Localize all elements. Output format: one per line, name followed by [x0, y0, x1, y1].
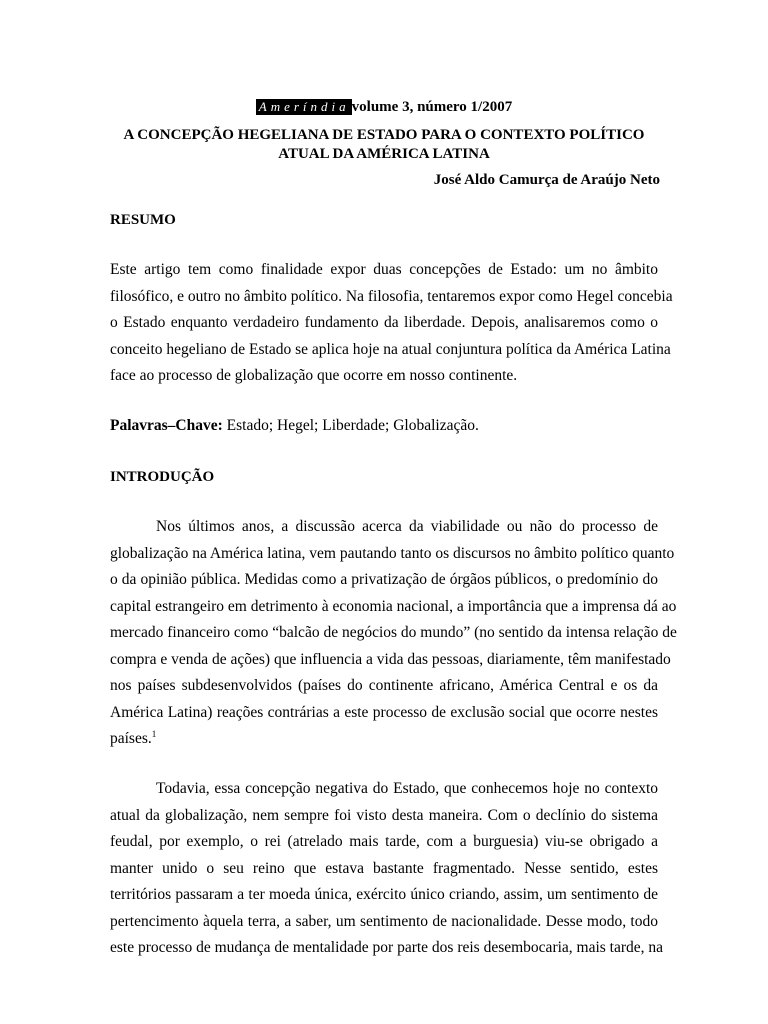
intro-line: capital estrangeiro em detrimento à economia nacional, a importância que a imprensa dá ao [110, 597, 677, 615]
abstract-heading: RESUMO [110, 212, 176, 228]
intro-line: territórios passaram a ter moeda única, exército único criando, assim, um sentimento de [110, 886, 658, 903]
intro-line: o da opinião pública. Medidas como a privatização de órgãos públicos, o predomínio do [110, 571, 658, 588]
intro-line: América Latina) reações contrárias a este processo de exclusão social que ocorre nestes [110, 703, 658, 721]
journal-header [0, 98, 768, 116]
author-name: José Aldo Camurça de Araújo Neto [433, 172, 660, 188]
journal-name-badge: Ameríndia [256, 99, 352, 115]
volume-info: volume 3, número 1/2007 [351, 99, 513, 115]
intro-line: globalização na América latina, vem pautando tanto os discursos no âmbito político quanto [110, 544, 675, 562]
intro-line: pertencimento àquela terra, a saber, um sentimento de nacionalidade. Desse modo, todo [110, 912, 658, 930]
intro-line: nos países subdesenvolvidos (países do continente africano, América Central e os da [110, 677, 658, 694]
introduction-heading: INTRODUÇÃO [110, 469, 215, 485]
keywords-label: Palavras–Chave: [110, 417, 223, 434]
intro-line: Todavia, essa concepção negativa do Estado, que conhecemos hoje no contexto [156, 780, 658, 797]
title-line-1: A CONCEPÇÃO HEGELIANA DE ESTADO PARA O CONTEXTO POLÍTICO [123, 127, 645, 143]
footnote-marker[interactable]: 1 [151, 729, 157, 739]
keywords-line [110, 417, 479, 435]
intro-line: feudal, por exemplo, o rei (atrelado mais tarde, com a burguesia) viu-se obrigado a [110, 833, 658, 850]
article-title [100, 126, 668, 164]
intro-paragraph-2 [110, 776, 664, 962]
abstract-line: o Estado enquanto verdadeiro fundamento da liberdade. Depois, analisaremos como o [110, 314, 658, 331]
abstract-line: filosófico, e outro no âmbito político. Na filosofia, tentaremos expor como Hegel concebia [110, 287, 673, 305]
intro-paragraph-1 [110, 514, 677, 753]
intro-line: compra e venda de ações) que influencia a vida das pessoas, diariamente, têm manifestado [110, 650, 671, 668]
abstract-line: Este artigo tem como finalidade expor duas concepções de Estado: um no âmbito [110, 261, 658, 278]
intro-line: mercado financeiro como “balcão de negócios do mundo” (no sentido da intensa relação de [110, 624, 677, 641]
abstract-line: conceito hegeliano de Estado se aplica hoje na atual conjuntura política da América Latina [110, 340, 671, 358]
intro-line: este processo de mudança de mentalidade por parte dos reis desembocaria, mais tarde, na [110, 939, 664, 956]
abstract-line: face ao processo de globalização que ocorre em nosso continente. [110, 367, 518, 384]
title-line-2: ATUAL DA AMÉRICA LATINA [278, 146, 490, 162]
abstract-paragraph [110, 257, 673, 390]
intro-line: atual da globalização, nem sempre foi visto desta maneira. Com o declínio do sistema [110, 806, 658, 824]
intro-line: manter unido o seu reino que estava bastante fragmentado. Nesse sentido, estes [110, 859, 658, 877]
intro-line: Nos últimos anos, a discussão acerca da viabilidade ou não do processo de [156, 518, 658, 535]
intro-line: países.$^1$ [110, 729, 157, 747]
keywords-value: Estado; Hegel; Liberdade; Globalização. [222, 417, 479, 434]
